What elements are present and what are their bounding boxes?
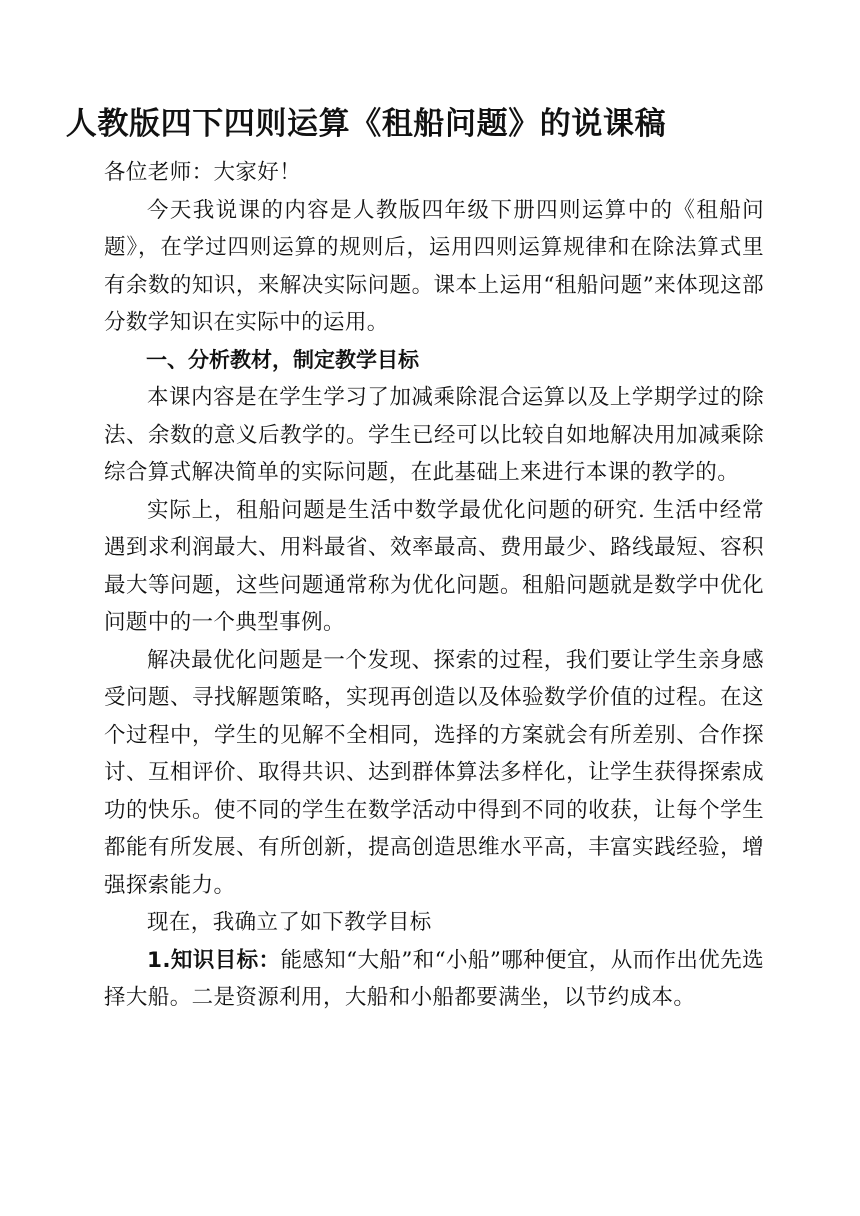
section-heading: 一、分析教材，制定教学目标 [146, 347, 419, 372]
paragraph-optimization: 实际上，租船问题是生活中数学最优化问题的研究. 生活中经常遇到求利润最大、用料最省、效率最高、费用最少、路线最短、容积最大等问题，这些问题通常称为优化问题。租船问题就是数学中优化问题中的一个典型事例。 [104, 497, 764, 635]
page-title: 人教版四下四则运算《租船问题》的说课稿 [65, 106, 667, 142]
knowledge-goal-text: 能感知“大船”和“小船”哪种便宜，从而作出优先选择大船。二是资源利用，大船和小船都要满坐，以节约成本。 [104, 947, 765, 1010]
title-container [0, 104, 756, 144]
greeting: 各位老师：大家好！ [104, 160, 302, 185]
document-body [104, 154, 764, 1017]
paragraph-goals-intro: 现在，我确立了如下教学目标 [147, 910, 432, 935]
paragraph-exploration: 解决最优化问题是一个发现、探索的过程，我们要让学生亲身感受问题、寻找解题策略，实现再创造以及体验数学价值的过程。在这个过程中，学生的见解不全相同，选择的方案就会有所差别、合作探讨、互相评价、取得共识、达到群体算法多样化，让学生获得探索成功的快乐。使不同的学生在数学活动中得到不同的收获，让每个学生都能有所发展、有所创新，提高创造思维水平高，丰富实践经验，增强探索能力。 [104, 647, 764, 898]
intro-paragraph: 今天我说课的内容是人教版四年级下册四则运算中的《租船问题》，在学过四则运算的规则后，运用四则运算规律和在除法算式里有余数的知识，来解决实际问题。课本上运用“租船问题”来体现这部分数学知识在实际中的运用。 [104, 197, 764, 335]
knowledge-goal-label: 1.知识目标： [147, 947, 281, 973]
knowledge-goal [104, 942, 764, 1017]
paragraph-materials: 本课内容是在学生学习了加减乘除混合运算以及上学期学过的除法、余数的意义后教学的。学生已经可以比较自如地解决用加减乘除综合算式解决简单的实际问题，在此基础上来进行本课的教学的。 [104, 385, 764, 485]
